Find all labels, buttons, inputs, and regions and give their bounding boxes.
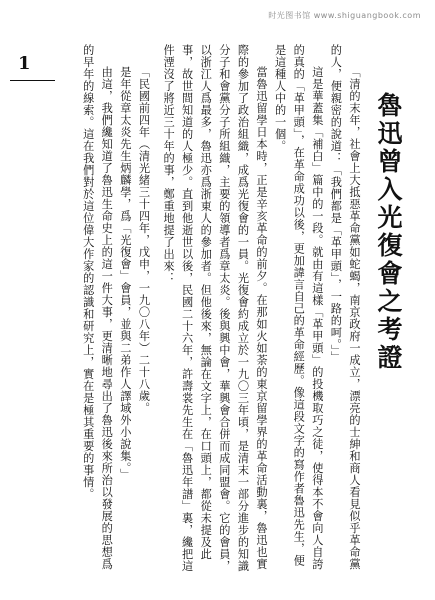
- watermark: 时光图书馆 www.shiguangbook.com: [268, 11, 421, 20]
- article-title: 魯迅曾入光復會之考證: [374, 92, 403, 372]
- paragraph-conclusion: 由這，我們纔知道了魯迅生命史上的這一件大事，更清晰地尋出了魯迅後來所治以發展的思想爲的早年的線索。這在我們對於這位偉大作家的認識和研究上，實在是極其重要的事情。: [81, 44, 114, 571]
- page-number: 1: [18, 53, 31, 74]
- paragraph-chronology-entry: 是年從章太炎先生炳麟學，爲「光復會」會員，並與二弟作人譯域外小說集。」: [118, 66, 132, 481]
- paragraph-source: 這是華蓋集「補白」篇中的一段。就由有這樣「革甲頭」的投機取巧之徒，使得本不會向人自誇的真的「革甲頭」，在革命成功以後，更加諱言自己的革命經歷。像這段文字的寫作者魯迅先生，便是這種人中的一個。: [273, 44, 324, 571]
- paragraph-quote: 「清的末年，社會上大抵惡革命黨如蛇蝎，南京政府一成立，漂亮的士紳和商人看見似乎革命黨的人，便親密的說道：「我們都是「革甲頭」，一路的呵。」」: [329, 44, 361, 571]
- paragraph-history: 當魯迅留學日本時，正是辛亥革命的前夕。在那如火如荼的東京留學界的革命活動裏，魯迅也實際的參加了政治組織，成爲光復會的一員。光復會約成立於一九〇三年頃，是清末一部分進步的知識分子和會黨分子所組織，主要的領導者爲章太炎。後與興中會，華興會合併而成同盟會。它的會員，以浙江人爲最多，魯迅亦爲浙東人的參加者。但他後來，無論在文字上，在口頭上，都從未提及此事，故世間知道的人極少。直到他逝世以後，民國二十六年，許壽裳先生在「魯迅年譜」裏，纔把這件湮沒了將近三十年的事，鄭重地提了出來：: [162, 44, 269, 572]
- page-body: [39, 44, 411, 574]
- paragraph-chronology: 「民國前四年（清光緒三十四年，戊申，一九〇八年）二十八歲。: [137, 66, 151, 415]
